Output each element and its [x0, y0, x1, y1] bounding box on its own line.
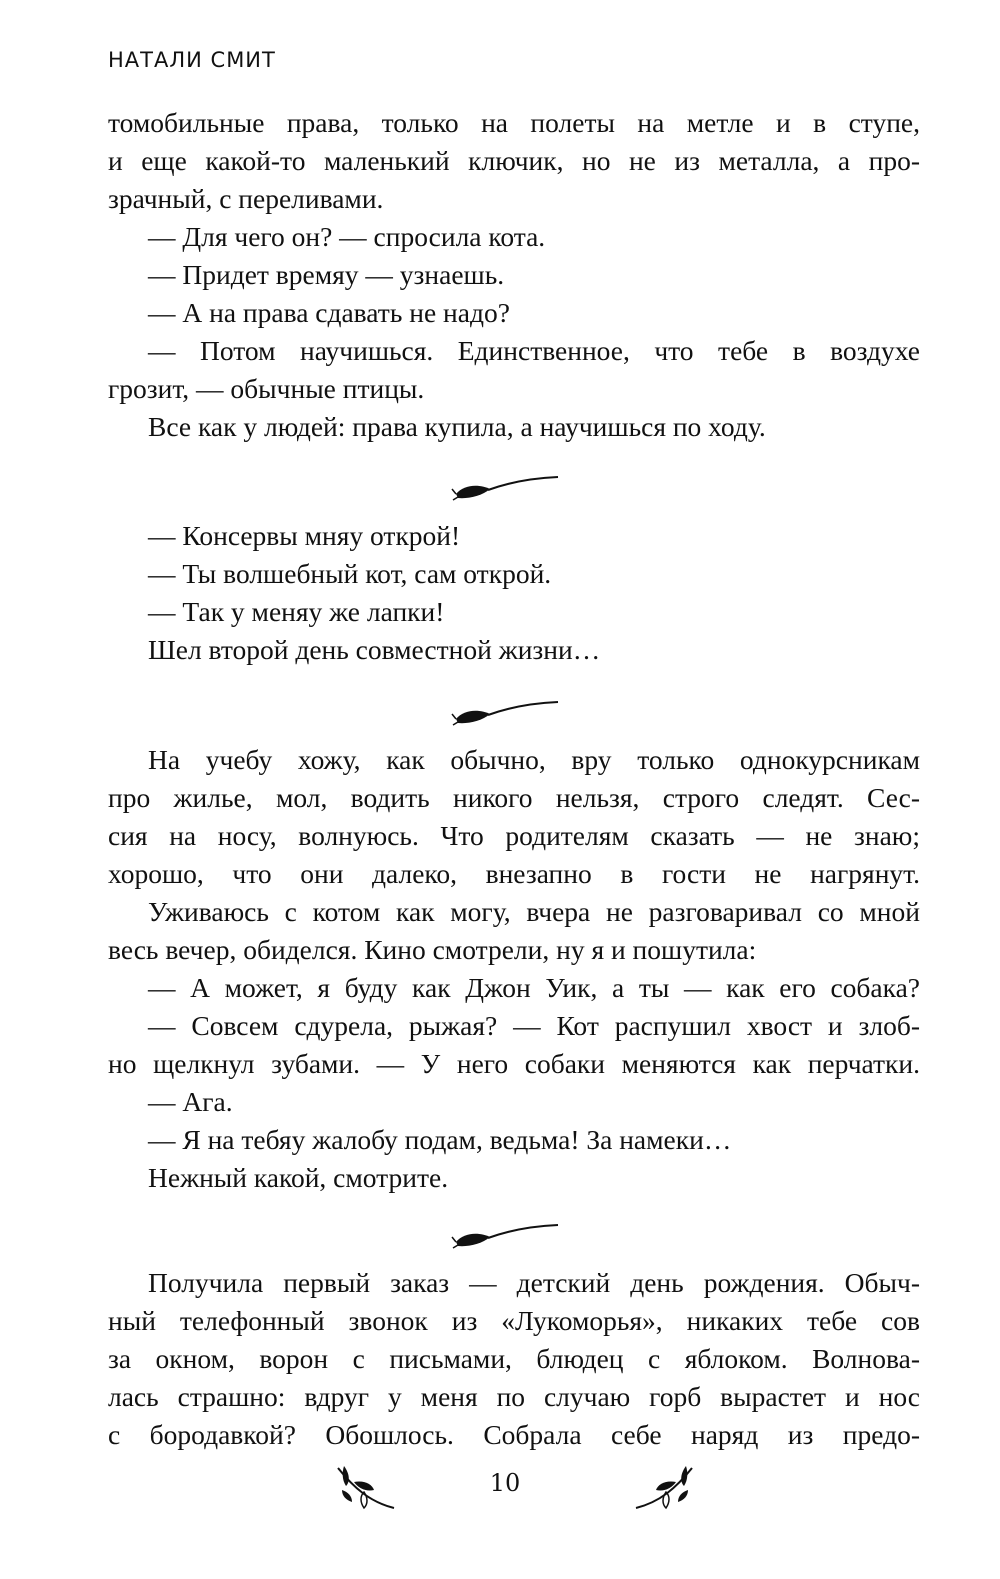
dialogue-line: — Ага. — [148, 1086, 233, 1117]
text-line: сия на носу, волнуюсь. Что родителям сказать — не знаю; — [108, 820, 920, 851]
text-line: томобильные права, только на полеты на метле и в ступе, — [108, 107, 920, 138]
text-line: Шел второй день совместной жизни… — [148, 634, 601, 665]
dialogue-line: — Консервы мняу открой! — [148, 520, 461, 551]
text-line: но щелкнул зубами. — У него собаки меняются как перчатки. — [108, 1048, 920, 1079]
dialogue-line: — А может, я буду как Джон Уик, а ты — как его собака? — [148, 972, 920, 1003]
dialogue-line: — Ты волшебный кот, сам открой. — [148, 558, 552, 589]
text-block-4 — [108, 1264, 920, 1454]
dialogue-line: — Я на тебяу жалобу подам, ведьма! За намеки… — [148, 1124, 732, 1155]
dialogue-line: — Совсем сдурела, рыжая? — Кот распушил хвост и злоб- — [148, 1010, 920, 1041]
broom-ornament-icon — [450, 697, 560, 727]
text-block-1 — [108, 104, 920, 446]
text-line: грозит, — обычные птицы. — [108, 373, 425, 404]
running-header-author: НАТАЛИ СМИТ — [108, 48, 276, 72]
text-line: Получила первый заказ — детский день рождения. Обыч- — [148, 1267, 920, 1298]
text-line: весь вечер, обиделся. Кино смотрели, ну я и пошутила: — [108, 934, 757, 965]
dialogue-line: — Для чего он? — спросила кота. — [148, 221, 546, 252]
dialogue-line: — Потом научишься. Единственное, что тебе в воздухе — [148, 335, 920, 366]
text-line: Уживаюсь с котом как могу, вчера не разговаривал со мной — [148, 896, 920, 927]
text-line: про жилье, мол, водить никого нельзя, строго следят. Сес- — [108, 782, 920, 813]
broom-ornament-icon — [450, 1220, 560, 1250]
text-line: На учебу хожу, как обычно, вру только однокурсникам — [148, 744, 920, 775]
text-line: зрачный, с переливами. — [108, 183, 384, 214]
text-line: за окном, ворон с письмами, блюдец с яблоком. Волнова- — [108, 1343, 920, 1374]
text-block-3 — [108, 741, 920, 1197]
left-leaf-ornament-icon — [334, 1462, 398, 1516]
broom-ornament-icon — [450, 472, 560, 502]
text-line: хорошо, что они далеко, внезапно в гости не нагрянут. — [108, 858, 920, 889]
text-line: Все как у людей: права купила, а научишься по ходу. — [148, 411, 766, 442]
text-line: Нежный какой, смотрите. — [148, 1162, 449, 1193]
text-line: и еще какой-то маленький ключик, но не из металла, а про- — [108, 145, 920, 176]
text-line: лась страшно: вдруг у меня по случаю горб вырастет и нос — [108, 1381, 920, 1412]
dialogue-line: — Так у меняу же лапки! — [148, 596, 445, 627]
text-line: с бородавкой? Обошлось. Собрала себе наряд из предо- — [108, 1419, 920, 1450]
right-leaf-ornament-icon — [632, 1462, 696, 1516]
dialogue-line: — Придет времяу — узнаешь. — [148, 259, 505, 290]
text-block-2 — [108, 517, 920, 669]
page-number: 10 — [489, 1469, 521, 1497]
dialogue-line: — А на права сдавать не надо? — [148, 297, 510, 328]
text-line: ный телефонный звонок из «Лукоморья», никаких тебе сов — [108, 1305, 920, 1336]
